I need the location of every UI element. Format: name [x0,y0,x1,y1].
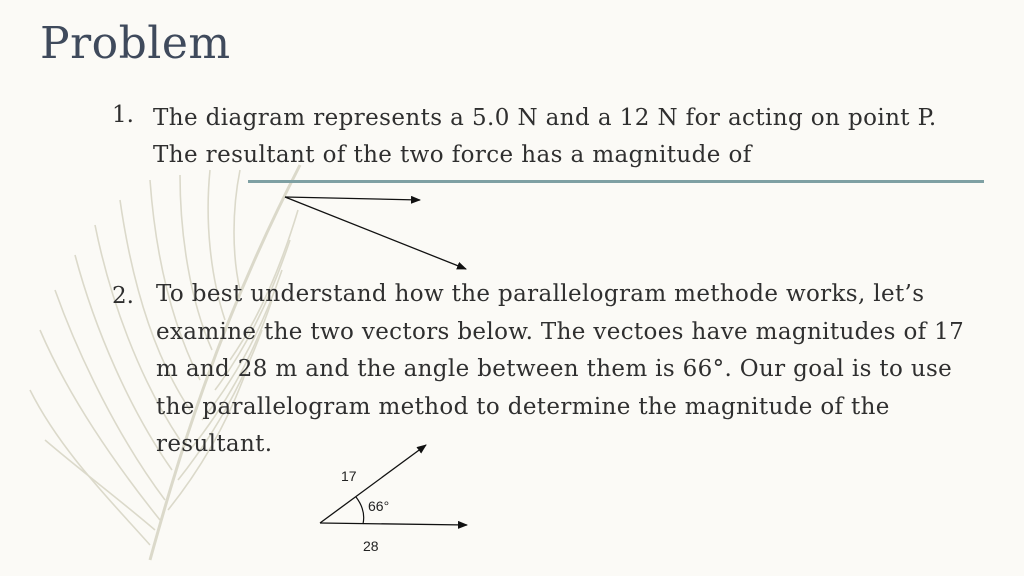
vector-b-label: 28 [363,538,379,554]
angle-label: 66° [368,498,390,514]
slide-title: Problem [40,18,231,69]
problem-2-number: 2. [112,283,134,309]
vector-a-label: 17 [341,468,357,484]
problem-1-text: The diagram represents a 5.0 N and a 12 N for acting on point P. The resultant of the two force has a magnitude of [153,105,937,168]
vector-28 [320,523,467,525]
force-vector-12n [285,197,466,269]
problem-2-text: To best understand how the parallelogram methode works, let’s examine the two vectors below. The vectoes have magnitudes of 17 m and 28 m and the angle between them is 66°. Our goal is to use the parallelogram method to determine the magnitude of the resultant. [156,281,965,457]
force-vector-5n [285,197,420,200]
problem-1-number: 1. [112,102,134,128]
angle-arc [356,497,364,524]
